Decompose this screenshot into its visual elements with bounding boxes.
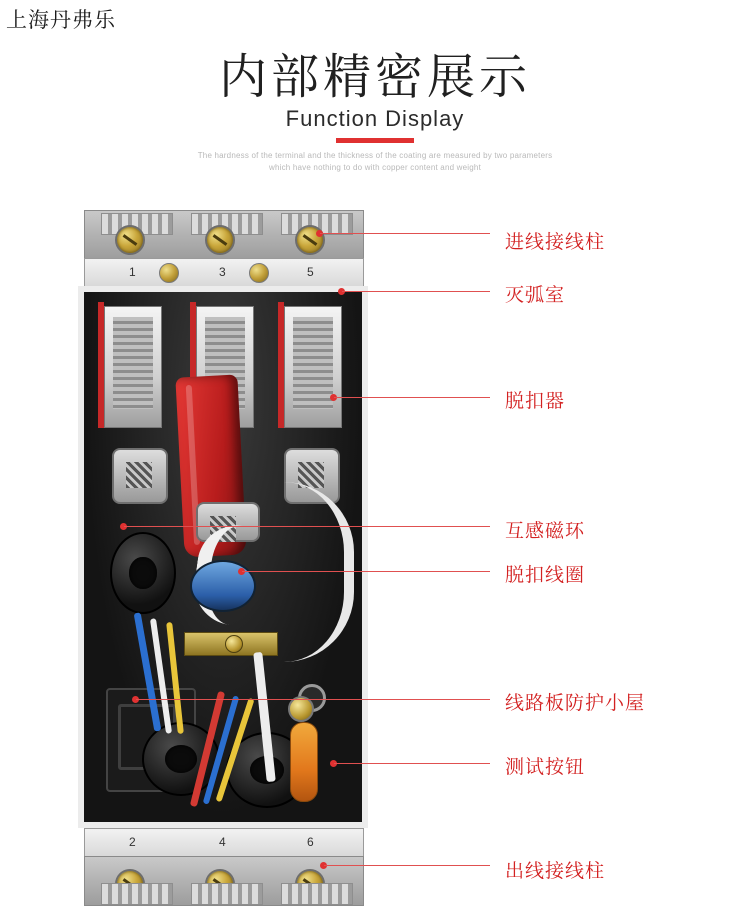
callout-leader-pcb-house: [136, 699, 490, 700]
brand-logo-text: 上海丹弗乐: [6, 8, 116, 32]
bottom-terminal-comb-2: [191, 883, 263, 905]
cover-screw-left: [159, 263, 179, 283]
terminal-number-6: 6: [307, 835, 314, 849]
arc-chamber-3: [284, 306, 342, 428]
top-terminal-screw-2: [205, 225, 235, 255]
callout-label-arc-chamber: 灭弧室: [505, 284, 566, 306]
callout-label-pcb-house: 线路板防护小屋: [505, 692, 646, 714]
callout-label-inlet-terminal: 进线接线柱: [505, 231, 606, 253]
top-terminal-screw-1: [115, 225, 145, 255]
current-transformer-ring-1: [110, 532, 176, 614]
callout-label-trip-unit: 脱扣器: [505, 390, 566, 412]
callout-leader-outlet-terminal: [324, 865, 490, 866]
callout-leader-inlet-terminal: [320, 233, 490, 234]
terminal-number-3: 3: [219, 265, 226, 279]
callout-label-ct-ring: 互感磁环: [505, 520, 586, 542]
bottom-terminal-comb-3: [281, 883, 353, 905]
callout-leader-trip-unit: [334, 397, 490, 398]
breaker-internal-body: [78, 286, 368, 828]
test-button: [290, 722, 318, 802]
trip-coil: [190, 560, 256, 612]
arc-chamber-1: [104, 306, 162, 428]
bottom-terminal-comb-1: [101, 883, 173, 905]
title-underline-rule: [336, 138, 414, 143]
terminal-number-4: 4: [219, 835, 226, 849]
subtitle-line-2: which have nothing to do with copper content and weight: [268, 162, 482, 172]
page-title-en: Function Display: [285, 106, 465, 131]
callout-leader-arc-chamber: [342, 291, 490, 292]
page-title-cn: 内部精密展示: [218, 49, 531, 105]
bottom-terminal-number-strip: [84, 828, 364, 858]
callout-label-trip-coil: 脱扣线圈: [505, 564, 586, 586]
callout-label-test-button: 测试按钮: [505, 756, 586, 778]
callout-leader-test-button: [334, 763, 490, 764]
callout-leader-ct-ring: [124, 526, 490, 527]
terminal-number-5: 5: [307, 265, 314, 279]
top-terminal-number-strip: [84, 258, 364, 288]
circuit-breaker-cutaway-image: [78, 210, 368, 895]
callout-leader-trip-coil: [242, 571, 490, 572]
page-subtitle: [0, 150, 750, 173]
brass-busbar-with-screw: [184, 632, 278, 656]
trip-unit-mechanism-left: [112, 448, 168, 504]
cover-screw-right: [249, 263, 269, 283]
terminal-number-2: 2: [129, 835, 136, 849]
subtitle-line-1: The hardness of the terminal and the thickness of the coating are measured by two parameters: [197, 151, 553, 160]
callout-label-outlet-terminal: 出线接线柱: [505, 860, 606, 882]
terminal-number-1: 1: [129, 265, 136, 279]
